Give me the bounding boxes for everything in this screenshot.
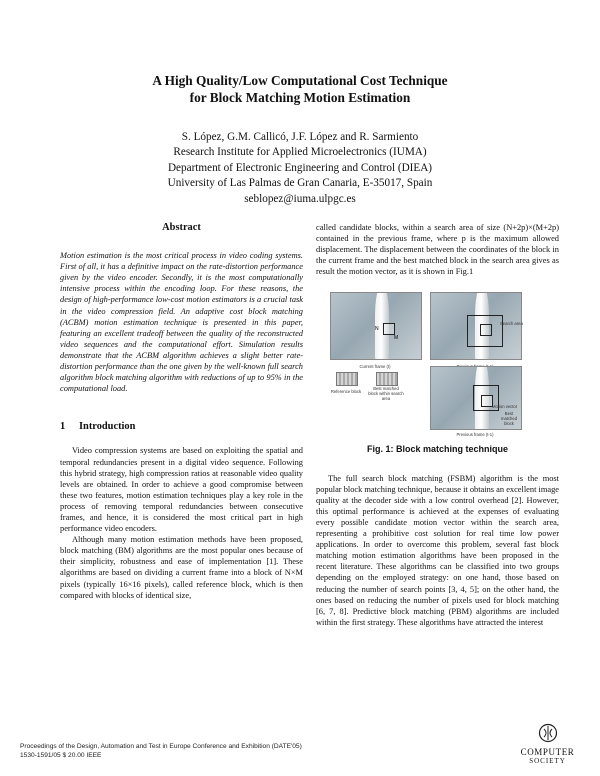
logo-computer-text: COMPUTER [520,747,575,757]
best-matched-block-label: Best matched block [500,411,518,427]
fsbm-paragraph: The full search block matching (FSBM) algorithm is the most popular block matching technique, because it obtains an excellent image quality at the decoder side with a low control overhead [2]. However, this optimal performance is achieved at the expenses of evaluating every possible candidate motion vector within the search area, representing a prohibitive cost solution for real time low power applications. In order to overcome this problem, several fast block matching motion estimation algorithms have been proposed in the recent literature. These algorithms can be classified into two groups depending on the employed strategy: on one hand, those based on reducing the number of search points [3, 4, 5]; on the other hand, the ones based on reducing the number of pixels used for block matching [6, 7, 8]. Predictive block matching (PBM) algorithms are included within the first strategy. These algorithms have attracted the interest [316,473,559,627]
title-line-2: for Block Matching Motion Estimation [189,90,411,105]
footer-proceedings: Proceedings of the Design, Automation and Test in Europe Conference and Exhibition (DATE'05) [20,743,302,750]
affiliation-department: Department of Electronic Engineering and Control (DIEA) [167,161,433,174]
paper-title [40,72,560,106]
intro-paragraph-2: Although many motion estimation methods have been proposed, block matching (BM) algorithms are the most popular ones because of their simplicity, robustness and ease of implementation [1]. These algorithms are based on dividing a current frame into a block of N×M pixels (typically 16×16 pixels), called reference block, which is then compared with blocks of identical size, [60,535,303,600]
n-dimension-label: N [375,326,379,333]
author-names: S. López, G.M. Callicó, J.F. López and R. Sarmiento [181,131,419,143]
affiliation-institute: Research Institute for Applied Microelectronics (IUMA) [173,146,427,159]
previous-frame-label-2: Previous frame (t-1) [456,432,494,438]
abstract-text: Motion estimation is the most critical process in video coding systems. First of all, it has a definitive impact on the rate-distortion performance given by the video encoder. Secondly, it is the most computationally intensive process within the encoding loop. For these reasons, the design of high-performance low-cost motion estimators is a crucial task in the video compression field. An adaptive cost block matching (ACBM) motion estimation technique is presented in this paper, featuring an excellent tradeoff between the quality of the reconstructed video sequences and the computational effort. Simulation results demonstrate that the ACBM algorithm achieves a slight better rate-distortion performance than the one given by the well-known full search algorithm block matching algorithm with reductions of up to 95% in the computational load. [60,251,303,394]
figure-caption: Fig. 1: Block matching technique [366,444,509,455]
right-column [316,222,559,628]
figure-block-matching [316,292,559,438]
logo-society-text: SOCIETY [529,757,566,765]
best-match-image [376,372,398,386]
reference-block-label: Reference block [330,389,362,395]
title-line-1: A High Quality/Low Computational Cost Technique [152,73,448,88]
page-footer [20,742,302,760]
author-email: seblopez@iuma.ulpgc.es [244,192,356,205]
m-dimension-label: M [394,335,399,342]
affiliation-university: University of Las Palmas de Gran Canaria, E-35017, Spain [167,177,433,190]
current-frame-label: Current frame (t) [359,364,391,370]
reference-block-image [336,372,358,386]
intro-section-title: Introduction [79,421,136,433]
society-emblem-icon [538,723,558,743]
author-block [40,130,560,207]
intro-heading [60,421,303,432]
footer-issn: 1530-1591/05 $ 20.00 IEEE [20,752,102,759]
computer-society-logo [510,723,585,765]
previous-frame-detail-image [430,366,522,430]
left-column [60,222,303,601]
candidate-block-marker [480,324,492,336]
motion-vector-label: Motion vector [492,404,518,410]
best-match-label: Best matched block within search area [368,386,404,402]
search-area-label: Search area [500,321,523,327]
intro-section-number: 1 [60,421,66,433]
continued-paragraph: called candidate blocks, within a search area of size (N+2p)×(M+2p) contained in the previous frame, where p is the maximum allowed displacement. The displacement between the coordinates of the block in the current frame and the best matched block in the search area gives as result the motion vector, as it is shown in Fig.1 [316,223,559,277]
abstract-heading: Abstract [162,222,201,233]
intro-paragraph-1: Video compression systems are based on exploiting the spatial and temporal redundancies present in a digital video sequence. Following this hybrid strategy, high compression ratios at reasonable video quality levels are obtained. In order to achieve a good compromise between these two features, motion estimation techniques play a key role in the process of removing temporal redundancies between consecutive frames, and hence, it is considered the most critical part in high performance video encoders. [60,446,303,534]
current-frame-image [330,292,422,360]
